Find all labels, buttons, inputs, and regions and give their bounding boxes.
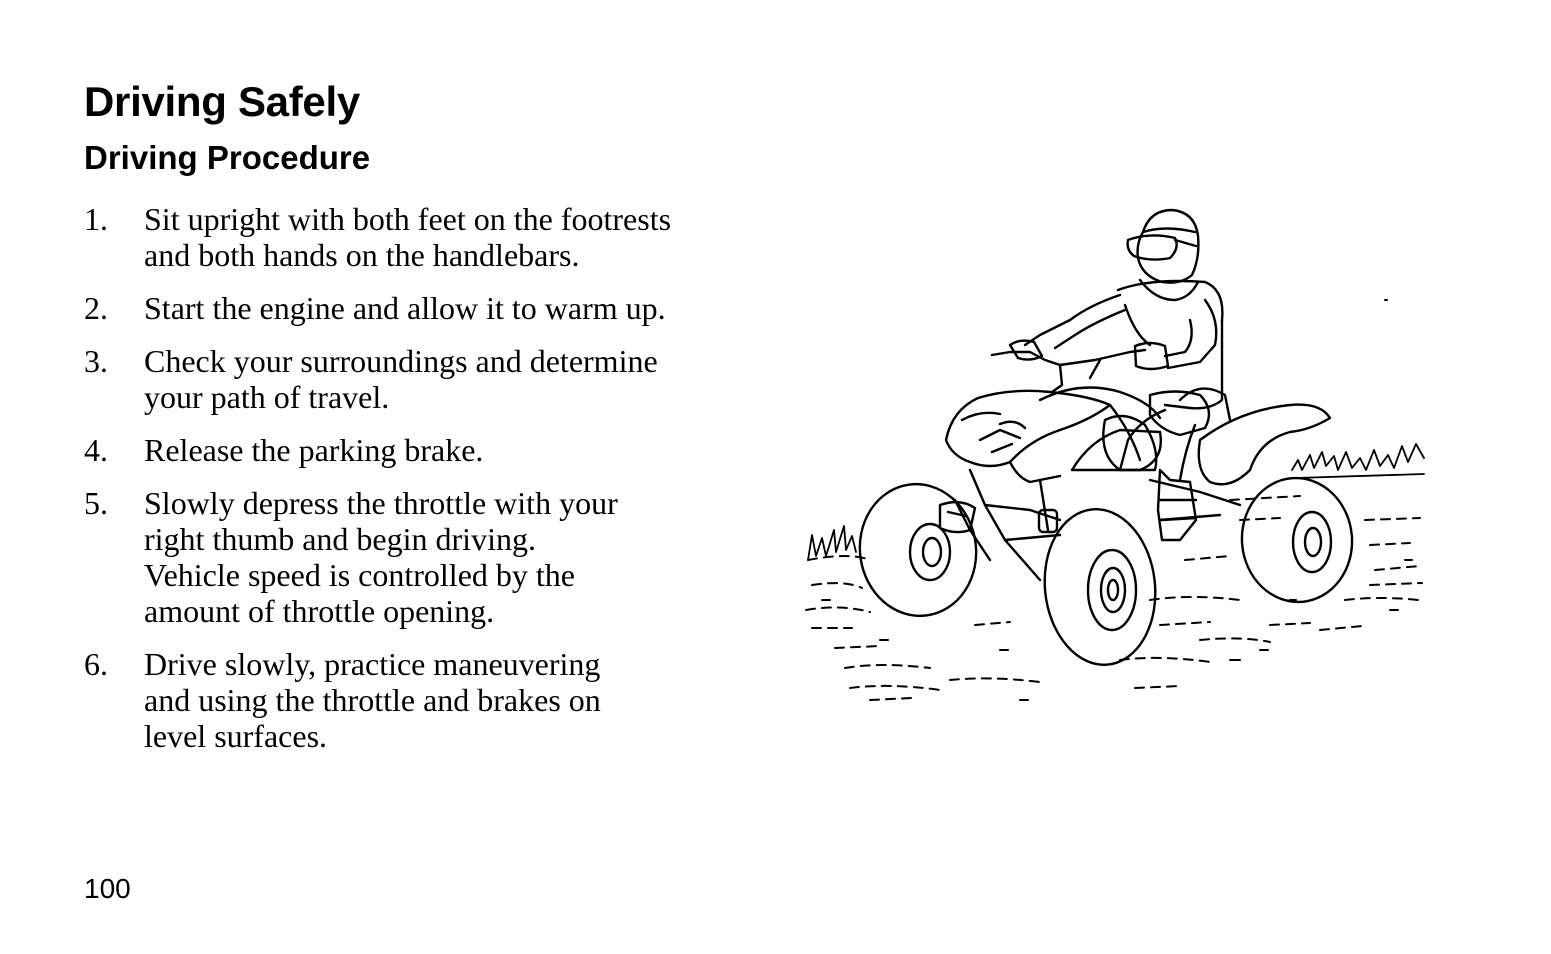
front-left-wheel [851,477,984,624]
page-title: Driving Safely [84,78,360,125]
step-number: 5. [84,485,108,521]
handlebars [992,350,1145,392]
step-6 [84,646,764,754]
atv-rider-illustration [800,200,1430,710]
dirt-specks [822,300,1412,700]
page-number: 100 [84,873,131,904]
step-text: Release the parking brake. [144,432,484,468]
section-title: Driving Procedure [84,139,371,176]
step-text: Start the engine and allow it to warm up. [144,290,666,326]
step-text: Sit upright with both feet on the footrests and both hands on the handlebars. [144,201,672,273]
procedure-steps-list [84,201,764,771]
step-text: Drive slowly, practice maneuvering and using the throttle and brakes on level surfaces. [144,646,601,754]
rear-right-wheel [1237,473,1357,606]
step-text: Slowly depress the throttle with your right thumb and begin driving. Vehicle speed is controlled by the amount of throttle opening. [144,485,618,629]
step-3 [84,343,764,415]
step-number: 2. [84,290,108,326]
step-number: 6. [84,646,108,682]
step-1 [84,201,764,273]
step-number: 3. [84,343,108,379]
step-number: 1. [84,201,108,237]
step-text: Check your surroundings and determine your path of travel. [144,343,658,415]
step-2 [84,290,764,326]
step-number: 4. [84,432,108,468]
step-4 [84,432,764,468]
step-5 [84,485,764,629]
